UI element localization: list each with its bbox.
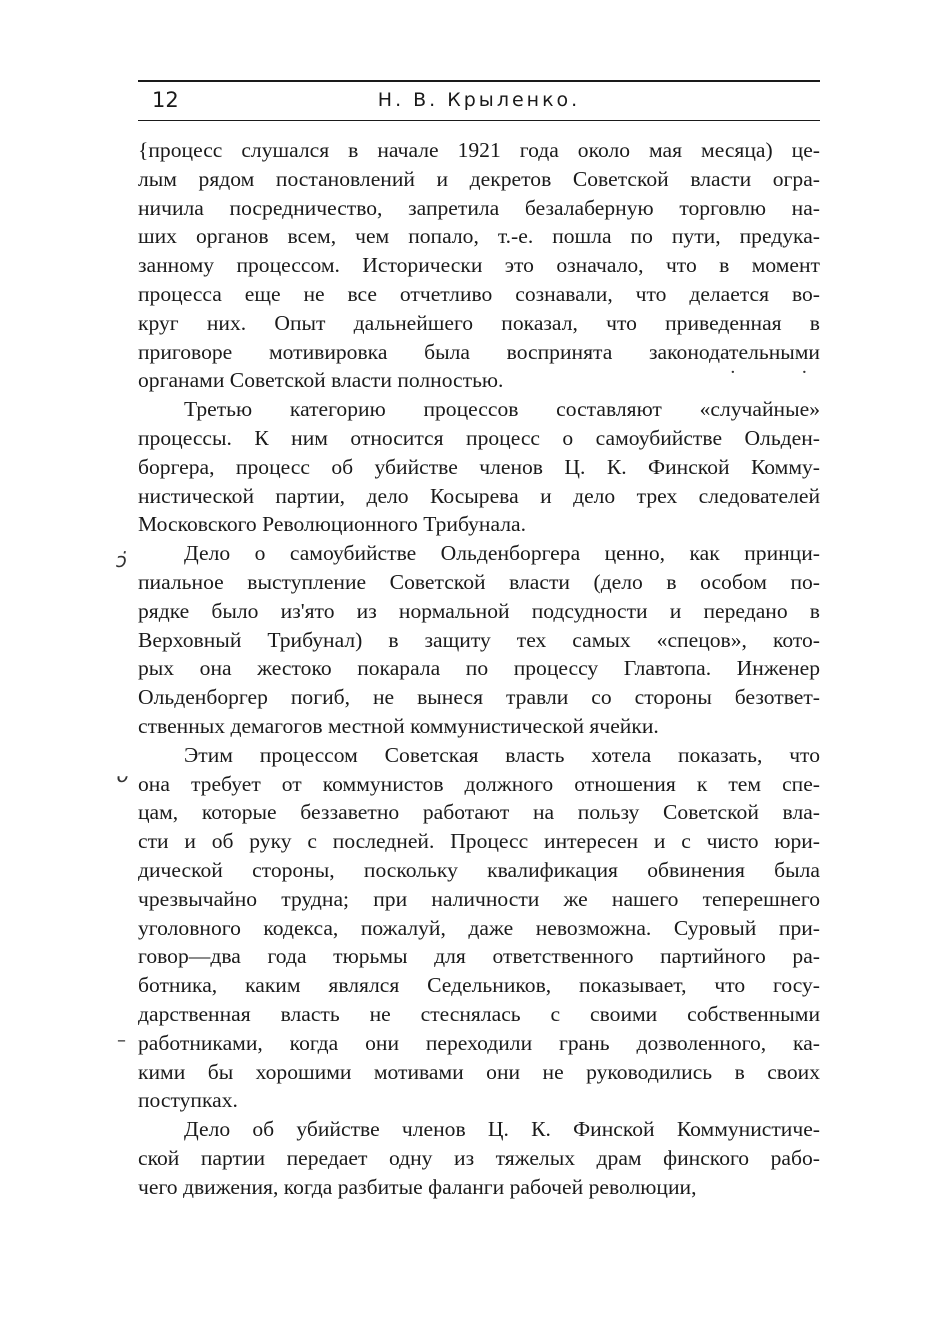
text-line: ничила посредничество, запретила безалаберную торговлю на-: [138, 195, 820, 220]
text-line: органами Советской власти полностью.: [138, 368, 504, 393]
text-line: приговоре мотивировка была воспринята законодательными: [138, 339, 820, 364]
text-line: дарственная власть не стеснялась с своими собственными: [138, 1001, 820, 1026]
paragraph: [138, 1115, 820, 1201]
text-line: ской партии передает одну из тяжелых драм финского рабо-: [138, 1145, 820, 1170]
text-line: процессы. К ним относится процесс о самоубийстве Ольден-: [138, 425, 820, 450]
text-line: Этим процессом Советская власть хотела показать, что: [184, 742, 820, 767]
text-line: ственных демагогов местной коммунистической ячейки.: [138, 713, 659, 738]
text-line: она требует от коммунистов должного отношения к тем спе-: [138, 771, 820, 796]
text-line: ботника, каким являлся Седельников, показывает, что госу-: [138, 973, 820, 998]
margin-pencil-mark: –: [117, 1030, 126, 1051]
running-head: Н. В. Крыленко.: [377, 89, 581, 111]
text-line: чрезвычайно трудна; при наличности же нашего теперешнего: [138, 886, 820, 911]
text-line: рых она жестоко покарала по процессу Главтопа. Инженер: [138, 656, 820, 681]
text-line: боргера, процесс об убийстве членов Ц. К. Финской Комму-: [138, 454, 820, 479]
page-number: 12: [152, 88, 179, 112]
text-line: Ольденборгер погиб, не вынеся травли со стороны безответ-: [138, 685, 820, 710]
text-line: {процесс слушался в начале 1921 года около мая месяца) це-: [138, 138, 820, 162]
text-line: сти и об руку с последней. Процесс интересен и с чисто юри-: [138, 829, 820, 854]
text-line: процесса еще не все отчетливо сознавали, что делается во-: [138, 281, 820, 306]
page-header: [138, 80, 820, 121]
text-line: цам, которые беззаветно работают на пользу Советской вла-: [138, 800, 820, 825]
stray-dots: · ·: [730, 362, 838, 383]
text-line: дической стороны, поскольку квалификация обвинения была: [138, 857, 820, 882]
text-line: кими бы хорошими мотивами они не руководились в своих: [138, 1059, 820, 1084]
text-line: говор—два года тюрьмы для ответственного партийного ра-: [138, 944, 820, 969]
body-text: [138, 136, 820, 1201]
text-line: Третью категорию процессов составляют «случайные»: [184, 397, 820, 422]
text-line: уголовного кодекса, пожалуй, даже невозможна. Суровый при-: [138, 915, 820, 940]
paragraph: [138, 395, 820, 539]
text-line: рядке было из'ято из нормальной подсудности и передано в: [138, 598, 820, 623]
text-line: нистической партии, дело Косырева и дело трех следователей: [138, 483, 820, 508]
paragraph: [138, 539, 820, 741]
paragraph: [138, 741, 820, 1115]
text-line: чего движения, когда разбитые фаланги рабочей революции,: [138, 1174, 697, 1199]
margin-pencil-mark: ↄ̇: [116, 548, 127, 572]
text-line: Дело об убийстве членов Ц. К. Финской Коммунистиче-: [184, 1117, 820, 1142]
text-line: Верховный Трибунал) в защиту тех самых «спецов», кото-: [138, 627, 820, 652]
text-line: пиальное выступление Советской власти (дело в особом по-: [138, 569, 820, 594]
text-line: работниками, когда они переходили грань дозволенного, ка-: [138, 1030, 820, 1055]
text-line: занному процессом. Исторически это означало, что в момент: [138, 253, 820, 278]
text-line: Дело о самоубийстве Ольденборгера ценно, как принци-: [184, 541, 820, 566]
text-line: ших органов всем, чем попало, т.-е. пошла по пути, предука-: [138, 224, 820, 249]
text-line: лым рядом постановлений и декретов Советской власти огра-: [138, 166, 820, 191]
paragraph: [138, 136, 820, 395]
text-line: круг них. Опыт дальнейшего показал, что приведенная в: [138, 310, 820, 335]
text-line: Московского Революционного Трибунала.: [138, 512, 527, 537]
text-line: поступках.: [138, 1088, 238, 1113]
margin-pencil-mark: ᴗ: [116, 763, 129, 787]
